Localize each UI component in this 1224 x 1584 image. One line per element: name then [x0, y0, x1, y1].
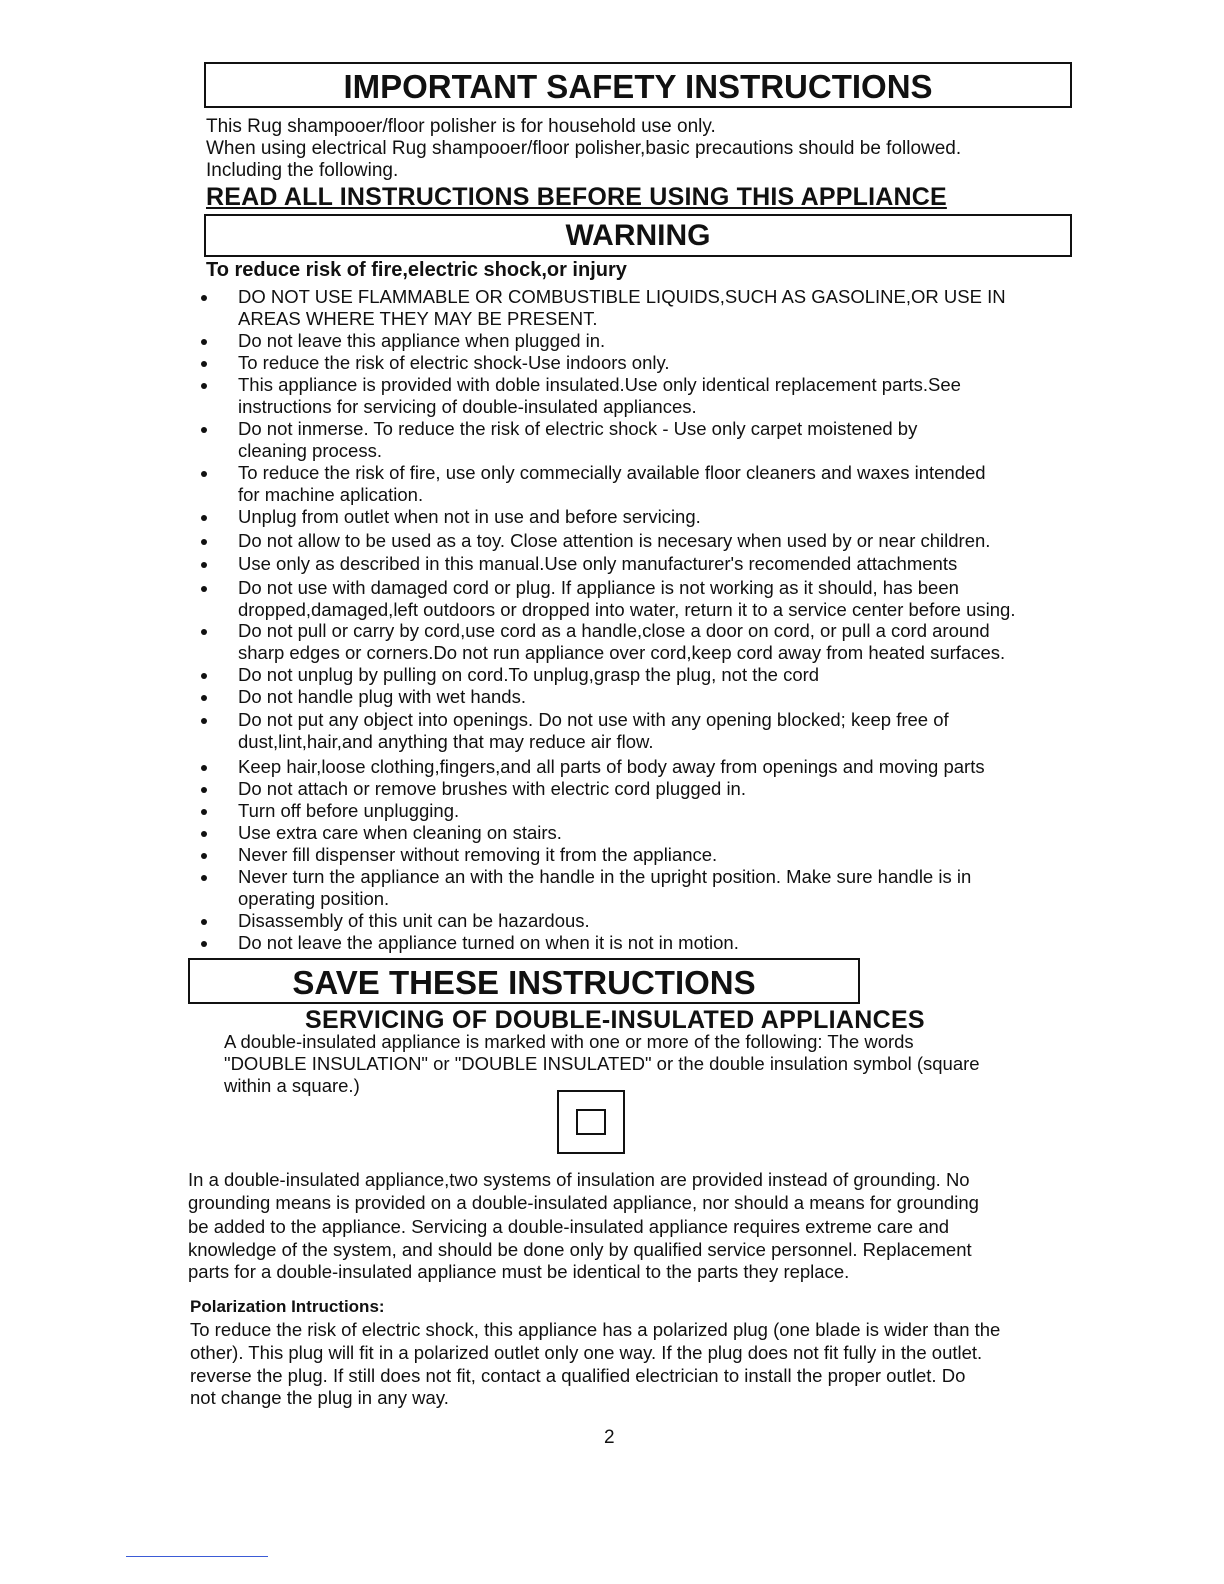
- list-item: To reduce the risk of electric shock-Use indoors only.: [238, 352, 1088, 374]
- bullet-icon: [201, 718, 207, 724]
- list-item: Unplug from outlet when not in use and before servicing.: [238, 506, 1088, 528]
- bullet-icon: [201, 562, 207, 568]
- double-insulated-line-3: be added to the appliance. Servicing a double-insulated appliance requires extreme care and: [188, 1216, 950, 1237]
- servicing-heading: SERVICING OF DOUBLE-INSULATED APPLIANCES: [305, 1006, 925, 1034]
- double-insulated-line-5: parts for a double-insulated appliance must be identical to the parts they replace.: [188, 1261, 850, 1282]
- servicing-intro-line-2: "DOUBLE INSULATION" or "DOUBLE INSULATED" or the double insulation symbol (square: [224, 1053, 980, 1074]
- polarization-line-1: To reduce the risk of electric shock, this appliance has a polarized plug (one blade is wider than the: [190, 1319, 1001, 1340]
- footer-divider: [126, 1556, 268, 1557]
- list-item: Do not leave the appliance turned on when it is not in motion.: [238, 932, 1088, 954]
- double-insulated-line-2: grounding means is provided on a double-insulated appliance, nor should a means for grounding: [188, 1192, 979, 1213]
- list-item: Turn off before unplugging.: [238, 800, 1088, 822]
- bullet-icon: [201, 809, 207, 815]
- list-item: Do not handle plug with wet hands.: [238, 686, 1088, 708]
- list-item: Do not use with damaged cord or plug. If appliance is not working as it should, has been dropped,damaged,left outdoors or dropped into water, return it to a service center before using.: [238, 577, 1088, 621]
- read-all-heading: READ ALL INSTRUCTIONS BEFORE USING THIS APPLIANCE: [206, 183, 947, 211]
- bullet-icon: [201, 586, 207, 592]
- bullet-icon: [201, 765, 207, 771]
- list-item: This appliance is provided with doble insulated.Use only identical replacement parts.See instructions for servicing of double-insulated appliances.: [238, 374, 1088, 418]
- polarization-line-4: not change the plug in any way.: [190, 1387, 449, 1408]
- polarization-line-3: reverse the plug. If still does not fit, contact a qualified electrician to install the proper outlet. Do: [190, 1365, 966, 1386]
- list-item: Never turn the appliance an with the handle in the upright position. Make sure handle is in operating position.: [238, 866, 1088, 910]
- double-insulated-line-1: In a double-insulated appliance,two systems of insulation are provided instead of grounding. No: [188, 1169, 970, 1190]
- servicing-intro-line-3: within a square.): [224, 1075, 360, 1096]
- list-item: DO NOT USE FLAMMABLE OR COMBUSTIBLE LIQUIDS,SUCH AS GASOLINE,OR USE IN AREAS WHERE THEY MAY BE PRESENT.: [238, 286, 1088, 330]
- polarization-line-2: other). This plug will fit in a polarized outlet only one way. If the plug does not fit fully in the outlet.: [190, 1342, 983, 1363]
- list-item: Do not inmerse. To reduce the risk of electric shock - Use only carpet moistened by cleaning process.: [238, 418, 1088, 462]
- bullet-icon: [201, 831, 207, 837]
- inner-square-icon: [576, 1109, 606, 1135]
- bullet-icon: [201, 629, 207, 635]
- page-number: 2: [604, 1427, 615, 1448]
- bullet-icon: [201, 515, 207, 521]
- bullet-icon: [201, 471, 207, 477]
- bullet-icon: [201, 383, 207, 389]
- save-instructions-heading: SAVE THESE INSTRUCTIONS: [188, 958, 860, 1004]
- double-insulated-line-4: knowledge of the system, and should be done only by qualified service personnel. Replacement: [188, 1239, 972, 1260]
- bullet-icon: [201, 919, 207, 925]
- bullet-icon: [201, 673, 207, 679]
- list-item: Keep hair,loose clothing,fingers,and all parts of body away from openings and moving parts: [238, 756, 1088, 778]
- list-item: Use only as described in this manual.Use only manufacturer's recomended attachments: [238, 553, 1088, 575]
- page-title: IMPORTANT SAFETY INSTRUCTIONS: [204, 62, 1072, 108]
- list-item: Do not pull or carry by cord,use cord as a handle,close a door on cord, or pull a cord around sharp edges or corners.Do not run appliance over cord,keep cord away from heated surfaces.: [238, 620, 1088, 664]
- bullet-icon: [201, 695, 207, 701]
- warning-subheading: To reduce risk of fire,electric shock,or injury: [206, 259, 627, 281]
- list-item: Do not allow to be used as a toy. Close attention is necesary when used by or near children.: [238, 530, 1088, 552]
- bullet-icon: [201, 787, 207, 793]
- intro-line-3: Including the following.: [206, 160, 399, 181]
- intro-line-2: When using electrical Rug shampooer/floor polisher,basic precautions should be followed.: [206, 138, 962, 159]
- list-item: Do not put any object into openings. Do not use with any opening blocked; keep free of dust,lint,hair,and anything that may reduce air flow.: [238, 709, 1088, 753]
- bullet-icon: [201, 427, 207, 433]
- servicing-intro-line-1: A double-insulated appliance is marked with one or more of the following: The words: [224, 1031, 914, 1052]
- intro-line-1: This Rug shampooer/floor polisher is for household use only.: [206, 116, 716, 137]
- list-item: Disassembly of this unit can be hazardous.: [238, 910, 1088, 932]
- bullet-icon: [201, 361, 207, 367]
- polarization-heading: Polarization Intructions:: [190, 1297, 385, 1316]
- list-item: Never fill dispenser without removing it from the appliance.: [238, 844, 1088, 866]
- list-item: Use extra care when cleaning on stairs.: [238, 822, 1088, 844]
- list-item: To reduce the risk of fire, use only commecially available floor cleaners and waxes intended for machine aplication.: [238, 462, 1088, 506]
- bullet-icon: [201, 539, 207, 545]
- bullet-icon: [201, 875, 207, 881]
- list-item: Do not attach or remove brushes with electric cord plugged in.: [238, 778, 1088, 800]
- bullet-icon: [201, 853, 207, 859]
- bullet-icon: [201, 941, 207, 947]
- double-insulation-symbol-icon: [557, 1090, 625, 1154]
- bullet-icon: [201, 295, 207, 301]
- list-item: Do not leave this appliance when plugged in.: [238, 330, 1088, 352]
- warning-heading: WARNING: [204, 214, 1072, 257]
- list-item: Do not unplug by pulling on cord.To unplug,grasp the plug, not the cord: [238, 664, 1088, 686]
- bullet-icon: [201, 339, 207, 345]
